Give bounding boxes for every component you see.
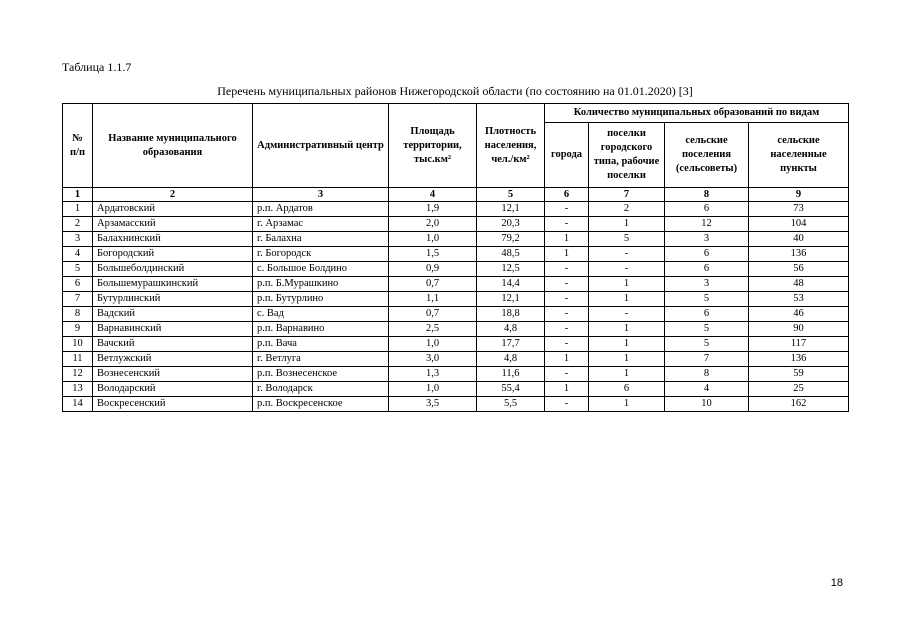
density-cell: 17,7 [477, 337, 545, 352]
density-cell: 4,8 [477, 352, 545, 367]
district-name-cell: Вадский [93, 307, 253, 322]
cities-count-cell: - [545, 322, 589, 337]
localities-count-cell: 90 [749, 322, 849, 337]
cities-count-cell: 1 [545, 382, 589, 397]
settlements-count-cell: 5 [589, 232, 665, 247]
table-title: Перечень муниципальных районов Нижегородской области (по состоянию на 01.01.2020) [3] [217, 84, 693, 98]
district-name-cell: Воскресенский [93, 397, 253, 412]
table-row [63, 367, 849, 382]
area-cell: 1,9 [389, 202, 477, 217]
admin-center-cell: р.п. Варнавино [253, 322, 389, 337]
admin-center-cell: р.п. Ардатов [253, 202, 389, 217]
localities-count-cell: 56 [749, 262, 849, 277]
row-num-cell: 12 [63, 367, 93, 382]
area-cell: 1,3 [389, 367, 477, 382]
header-num: № п/п [63, 104, 93, 188]
settlements-count-cell: 1 [589, 397, 665, 412]
cities-count-cell: - [545, 307, 589, 322]
density-cell: 11,6 [477, 367, 545, 382]
density-cell: 14,4 [477, 277, 545, 292]
area-cell: 1,5 [389, 247, 477, 262]
table-caption: Таблица 1.1.7 [62, 60, 132, 74]
cities-count-cell: - [545, 217, 589, 232]
table-row [63, 232, 849, 247]
district-name-cell: Варнавинский [93, 322, 253, 337]
area-cell: 0,7 [389, 307, 477, 322]
area-cell: 2,0 [389, 217, 477, 232]
table-row [63, 352, 849, 367]
settlements-count-cell: 1 [589, 292, 665, 307]
district-name-cell: Вачский [93, 337, 253, 352]
header-settlements: поселки городского типа, рабочие поселки [589, 123, 665, 188]
column-number-row [63, 188, 849, 202]
row-num-cell: 2 [63, 217, 93, 232]
header-area: Площадь территории, тыс.км² [389, 104, 477, 188]
cities-count-cell: 1 [545, 352, 589, 367]
area-cell: 3,5 [389, 397, 477, 412]
admin-center-cell: г. Володарск [253, 382, 389, 397]
settlements-count-cell: 1 [589, 217, 665, 232]
row-num-cell: 7 [63, 292, 93, 307]
row-num-cell: 11 [63, 352, 93, 367]
column-number: 9 [749, 188, 849, 202]
settlements-count-cell: 1 [589, 352, 665, 367]
table-row [63, 382, 849, 397]
localities-count-cell: 104 [749, 217, 849, 232]
row-num-cell: 3 [63, 232, 93, 247]
column-number: 5 [477, 188, 545, 202]
column-number: 2 [93, 188, 253, 202]
header-rural: сельские поселения (сельсоветы) [665, 123, 749, 188]
table-row [63, 202, 849, 217]
table-row [63, 307, 849, 322]
district-name-cell: Вознесенский [93, 367, 253, 382]
density-cell: 18,8 [477, 307, 545, 322]
density-cell: 79,2 [477, 232, 545, 247]
column-number: 6 [545, 188, 589, 202]
cities-count-cell: - [545, 397, 589, 412]
density-cell: 4,8 [477, 322, 545, 337]
table-row [63, 337, 849, 352]
admin-center-cell: р.п. Бутурлино [253, 292, 389, 307]
area-cell: 0,9 [389, 262, 477, 277]
localities-count-cell: 136 [749, 352, 849, 367]
row-num-cell: 1 [63, 202, 93, 217]
localities-count-cell: 162 [749, 397, 849, 412]
settlements-count-cell: 1 [589, 367, 665, 382]
cities-count-cell: 1 [545, 247, 589, 262]
header-localities: сельские населенные пункты [749, 123, 849, 188]
column-number: 3 [253, 188, 389, 202]
header-name: Название муниципального образования [93, 104, 253, 188]
row-num-cell: 8 [63, 307, 93, 322]
row-num-cell: 4 [63, 247, 93, 262]
header-density: Плотность населения, чел./км² [477, 104, 545, 188]
cities-count-cell: - [545, 337, 589, 352]
admin-center-cell: г. Ветлуга [253, 352, 389, 367]
rural-count-cell: 5 [665, 292, 749, 307]
row-num-cell: 5 [63, 262, 93, 277]
cities-count-cell: - [545, 367, 589, 382]
admin-center-cell: г. Арзамас [253, 217, 389, 232]
rural-count-cell: 6 [665, 247, 749, 262]
district-name-cell: Ардатовский [93, 202, 253, 217]
table-row [63, 277, 849, 292]
row-num-cell: 9 [63, 322, 93, 337]
localities-count-cell: 53 [749, 292, 849, 307]
density-cell: 12,1 [477, 202, 545, 217]
header-center: Административный центр [253, 104, 389, 188]
admin-center-cell: р.п. Воскресенское [253, 397, 389, 412]
row-num-cell: 13 [63, 382, 93, 397]
density-cell: 12,1 [477, 292, 545, 307]
admin-center-cell: р.п. Вознесенское [253, 367, 389, 382]
density-cell: 12,5 [477, 262, 545, 277]
column-number: 4 [389, 188, 477, 202]
column-number: 1 [63, 188, 93, 202]
settlements-count-cell: - [589, 307, 665, 322]
table-row [63, 322, 849, 337]
rural-count-cell: 6 [665, 262, 749, 277]
district-name-cell: Балахнинский [93, 232, 253, 247]
cities-count-cell: - [545, 277, 589, 292]
rural-count-cell: 7 [665, 352, 749, 367]
density-cell: 48,5 [477, 247, 545, 262]
admin-center-cell: с. Вад [253, 307, 389, 322]
rural-count-cell: 8 [665, 367, 749, 382]
district-name-cell: Большемурашкинский [93, 277, 253, 292]
district-name-cell: Богородский [93, 247, 253, 262]
area-cell: 1,0 [389, 382, 477, 397]
column-number: 8 [665, 188, 749, 202]
rural-count-cell: 4 [665, 382, 749, 397]
district-name-cell: Володарский [93, 382, 253, 397]
density-cell: 20,3 [477, 217, 545, 232]
localities-count-cell: 25 [749, 382, 849, 397]
admin-center-cell: г. Богородск [253, 247, 389, 262]
rural-count-cell: 5 [665, 337, 749, 352]
rural-count-cell: 6 [665, 307, 749, 322]
row-num-cell: 6 [63, 277, 93, 292]
cities-count-cell: - [545, 202, 589, 217]
row-num-cell: 14 [63, 397, 93, 412]
rural-count-cell: 5 [665, 322, 749, 337]
area-cell: 0,7 [389, 277, 477, 292]
settlements-count-cell: 1 [589, 322, 665, 337]
localities-count-cell: 40 [749, 232, 849, 247]
header-cities: города [545, 123, 589, 188]
column-number: 7 [589, 188, 665, 202]
localities-count-cell: 117 [749, 337, 849, 352]
table-row [63, 247, 849, 262]
page-number: 18 [830, 577, 843, 589]
table-row [63, 217, 849, 232]
settlements-count-cell: - [589, 247, 665, 262]
districts-table [62, 103, 849, 412]
district-name-cell: Ветлужский [93, 352, 253, 367]
header-group: Количество муниципальных образований по видам [545, 104, 849, 123]
district-name-cell: Большеболдинский [93, 262, 253, 277]
cities-count-cell: 1 [545, 232, 589, 247]
admin-center-cell: г. Балахна [253, 232, 389, 247]
area-cell: 1,1 [389, 292, 477, 307]
cities-count-cell: - [545, 262, 589, 277]
density-cell: 55,4 [477, 382, 545, 397]
area-cell: 3,0 [389, 352, 477, 367]
localities-count-cell: 46 [749, 307, 849, 322]
settlements-count-cell: 1 [589, 337, 665, 352]
localities-count-cell: 48 [749, 277, 849, 292]
rural-count-cell: 6 [665, 202, 749, 217]
table-row [63, 397, 849, 412]
district-name-cell: Арзамасский [93, 217, 253, 232]
area-cell: 2,5 [389, 322, 477, 337]
district-name-cell: Бутурлинский [93, 292, 253, 307]
rural-count-cell: 3 [665, 277, 749, 292]
table-row [63, 292, 849, 307]
rural-count-cell: 12 [665, 217, 749, 232]
cities-count-cell: - [545, 292, 589, 307]
settlements-count-cell: 2 [589, 202, 665, 217]
rural-count-cell: 3 [665, 232, 749, 247]
area-cell: 1,0 [389, 337, 477, 352]
rural-count-cell: 10 [665, 397, 749, 412]
admin-center-cell: р.п. Б.Мурашкино [253, 277, 389, 292]
row-num-cell: 10 [63, 337, 93, 352]
settlements-count-cell: 1 [589, 277, 665, 292]
localities-count-cell: 73 [749, 202, 849, 217]
settlements-count-cell: 6 [589, 382, 665, 397]
localities-count-cell: 59 [749, 367, 849, 382]
admin-center-cell: р.п. Вача [253, 337, 389, 352]
admin-center-cell: с. Большое Болдино [253, 262, 389, 277]
settlements-count-cell: - [589, 262, 665, 277]
table-row [63, 262, 849, 277]
localities-count-cell: 136 [749, 247, 849, 262]
density-cell: 5,5 [477, 397, 545, 412]
table-body [63, 202, 849, 412]
area-cell: 1,0 [389, 232, 477, 247]
